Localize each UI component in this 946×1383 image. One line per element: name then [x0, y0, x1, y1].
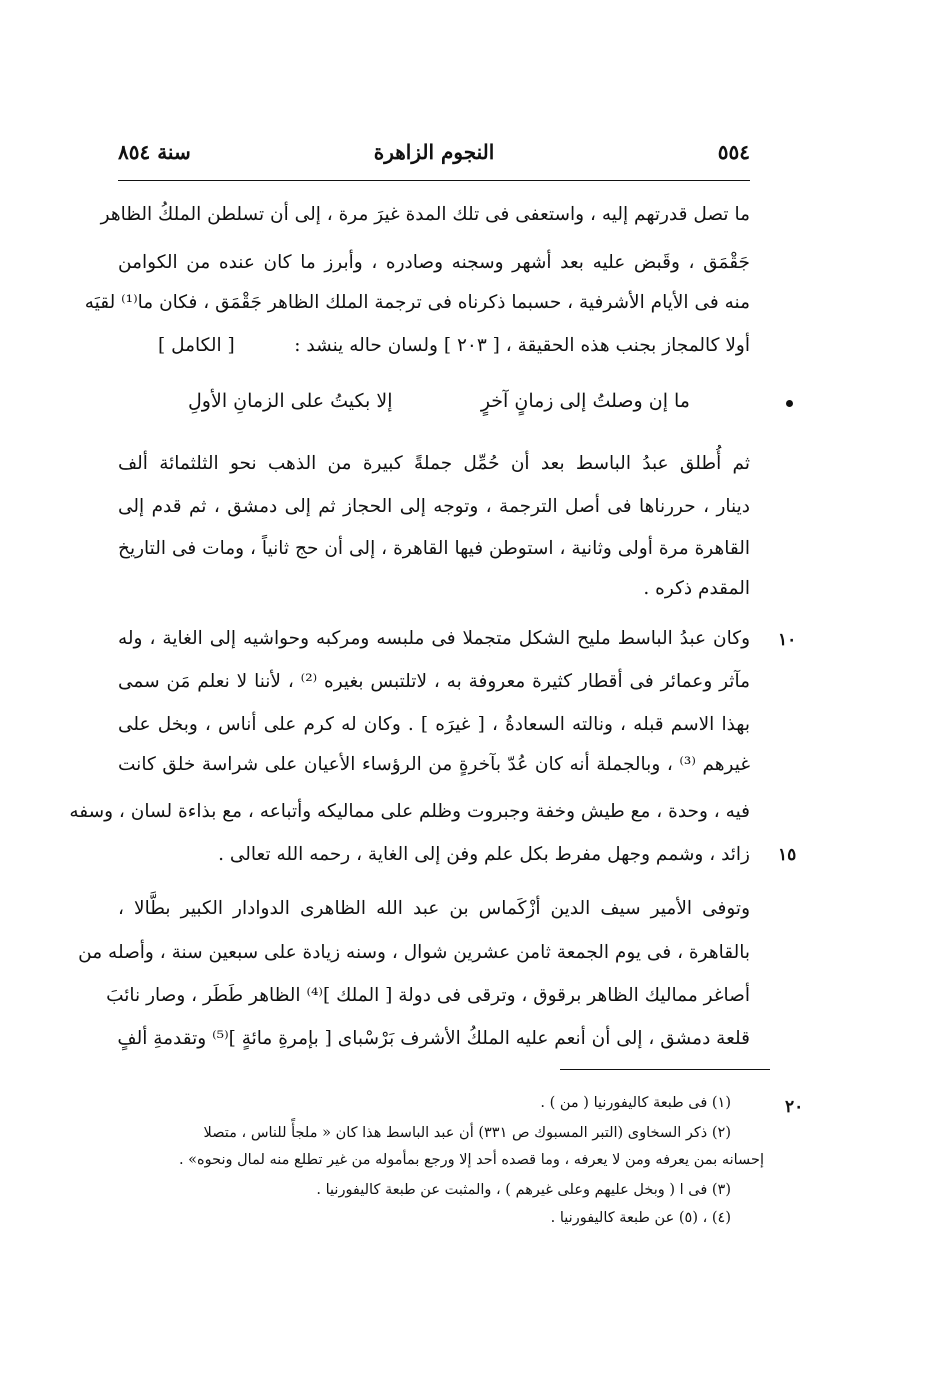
footnote-rule	[560, 1069, 770, 1070]
text-line: وكان عبدُ الباسط مليح الشكل متجملا فى ملبسه ومركبه وحواشيه إلى الغاية ، وله	[118, 628, 750, 649]
margin-line-number: ١٥	[778, 845, 797, 865]
running-header	[118, 140, 750, 180]
verse-bullet	[786, 400, 793, 407]
text-line: وتوفى الأمير سيف الدين أزْكَماس بن عبد الله الظاهرى الدوادار الكبير بطَّالا ،	[118, 898, 750, 919]
verse-hemistich-1: ما إن وصلتُ إلى زمانٍ آخرٍ	[480, 390, 690, 412]
text-line-main: أولا كالمجاز بجنب هذه الحقيقة ، [ ٢٠٣ ] ولسان حاله ينشد :	[294, 335, 750, 356]
footnote-continuation: إحسانه بمن يعرفه ومن لا يعرفه ، وما قصده أحد إلا ورجع بمأموله من غير تطلع منه لمال ونحوه» .	[178, 1152, 764, 1168]
margin-line-number: ١٠	[778, 630, 797, 650]
text-line: قلعة دمشق ، إلى أن أنعم عليه الملكُ الأشرف بَرْسْباى [ بإمرةِ مائةٍ ]⁽⁵⁾ وتقدمةِ ألفٍ	[117, 1028, 750, 1049]
text-line: مآثر وعمائر فى أقطار كثيرة معروفة به ، لاتلتبس بغيره ⁽²⁾ ، لأننا لا نعلم مَن سمى	[118, 671, 750, 692]
book-title: النجوم الزاهرة	[373, 140, 495, 164]
text-line: جَقْمَق ، وقَبض عليه بعد أشهر وسجنه وصادره ، وأبرز ما كان عنده من الكوامن	[118, 252, 750, 273]
text-line: بالقاهرة ، فى يوم الجمعة ثامن عشرين شوال ، وسنه زيادة على سبعين سنة ، وأصله من	[78, 942, 750, 963]
text-line: زائد ، وشمم وجهل مفرط بكل علم وفن إلى الغاية ، رحمه الله تعالى .	[218, 844, 750, 865]
text-line: أصاغر مماليك الظاهر برقوق ، وترقى فى دولة [ الملك ]⁽⁴⁾ الظاهر طَطَر ، وصار نائبَ	[106, 985, 750, 1006]
text-line: القاهرة مرة أولى وثانية ، استوطن فيها القاهرة ، إلى أن حج ثانياً ، ومات فى التاريخ	[118, 538, 750, 559]
text-line: بهذا الاسم قبله ، ونالته السعادةُ ، [ غيرَه ] . وكان له كرم على أناس ، وبخل على	[118, 714, 750, 735]
header-rule	[118, 180, 750, 181]
text-line	[118, 335, 750, 361]
page-number: ٥٥٤	[717, 140, 750, 164]
footnote: (٢) ذكر السخاوى (التبر المسبوك ص ٣٣١) أن عبد الباسط هذا كان « ملجأً للناس ، متصلا	[203, 1125, 731, 1141]
text-line: المقدم ذكره .	[643, 578, 750, 599]
year-label: سنة ٨٥٤	[118, 140, 191, 164]
text-line: ثم أُطلق عبدُ الباسط بعد أن حُمِّل جملةً كبيرة من الذهب نحو الثلثمائة ألف	[118, 453, 750, 474]
footnote: (١) فى طبعة كاليفورنيا ( من ) .	[540, 1095, 731, 1111]
text-line: ما تصل قدرتهم إليه ، واستعفى فى تلك المدة غيرَ مرة ، إلى أن تسلطن الملكُ الظاهر	[100, 204, 750, 225]
footnote: (٤) ، (٥) عن طبعة كاليفورنيا .	[550, 1210, 731, 1226]
meter-label: [ الكامل ]	[158, 335, 235, 356]
text-line: غيرهم ⁽³⁾ ، وبالجملة أنه كان عُدّ بآخرةٍ من الرؤساء الأعيان على شراسة خلق كانت	[118, 754, 750, 775]
margin-line-number: ٢٠	[785, 1097, 804, 1117]
poem-verse	[118, 390, 750, 418]
text-line: منه فى الأيام الأشرفية ، حسبما ذكرناه فى ترجمة الملك الظاهر جَقْمَق ، فكان ما⁽¹⁾ لقيَه	[84, 292, 750, 313]
text-line: دينار ، حررناها فى أصل الترجمة ، وتوجه إلى الحجاز ثم إلى دمشق ، ثم قدم إلى	[118, 496, 750, 517]
footnote: (٣) فى ا ( وبخل عليهم وعلى غيرهم ) ، والمثبت عن طبعة كاليفورنيا .	[316, 1182, 731, 1198]
verse-hemistich-2: إلا بكيتُ على الزمانِ الأولِ	[188, 390, 393, 412]
text-line: فيه ، وحدة ، مع طيش وخفة وجبروت وظلم على مماليكه وأتباعه ، مع بذاءة لسان ، وسفه	[69, 801, 750, 822]
